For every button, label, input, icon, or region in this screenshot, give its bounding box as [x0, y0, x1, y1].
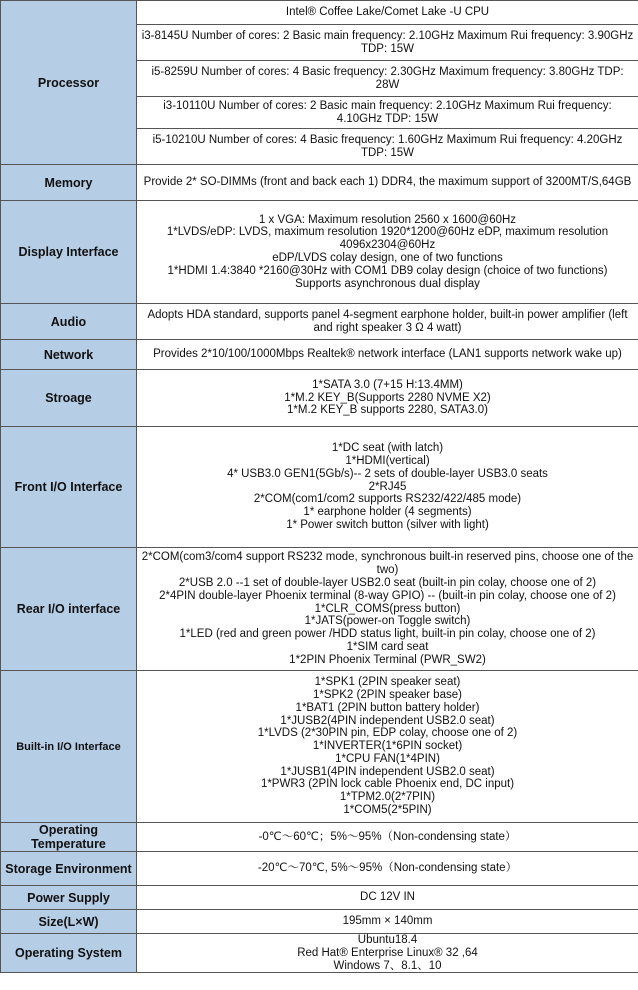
spec-row-built-in-i-o-interface — [1, 671, 638, 823]
spec-value-line: eDP/LVDS colay design, one of two functions — [272, 252, 503, 264]
spec-value-line: 1*M.2 KEY_B supports 2280, SATA3.0) — [287, 404, 488, 417]
spec-label-size-l-w: Size(L×W) — [1, 910, 137, 934]
spec-row-memory — [1, 165, 638, 201]
spec-value-line: 1*HDMI 1.4:3840 *2160@30Hz with COM1 DB9 colay design (choice of two functions) — [167, 264, 608, 277]
spec-value-processor — [137, 25, 638, 61]
spec-label-storage-environment: Storage Environment — [1, 852, 137, 886]
spec-value-line: 1*CPU FAN(1*4PIN) — [335, 752, 440, 765]
spec-value-line: 1*BAT1 (2PIN button battery holder) — [295, 701, 480, 714]
spec-label-stroage: Stroage — [1, 370, 137, 427]
spec-value-line: 2*4PIN double-layer Phoenix terminal (8-way GPIO) -- (built-in pin colay, choose one of 2) — [159, 589, 616, 602]
spec-value-line: -20℃～70℃, 5%～95%（Non-condensing state） — [257, 862, 518, 875]
spec-value-line: Adopts HDA standard, supports panel 4-segment earphone holder, built-in power amplifier (left and right speaker 3 Ω 4 watt) — [147, 308, 628, 334]
spec-value-line: Supports asynchronous dual display — [295, 277, 480, 290]
spec-row-processor — [1, 1, 638, 25]
spec-value-line: 1*LED (red and green power /HDD status light, built-in pin colay, choose one of 2) — [179, 628, 596, 641]
spec-value-line: Windows 7、8.1、10 — [333, 959, 442, 972]
spec-label-network: Network — [1, 340, 137, 370]
spec-value-line: 1*2PIN Phoenix Terminal (PWR_SW2) — [289, 653, 486, 666]
spec-row-power-supply — [1, 886, 638, 910]
spec-value-line: 1*SATA 3.0 (7+15 H:13.4MM) — [312, 378, 463, 391]
spec-value-processor — [137, 61, 638, 97]
spec-value-line: 1*JUSB1(4PIN independent USB2.0 seat) — [280, 765, 495, 778]
spec-value-line: i3-8145U Number of cores: 2 Basic main frequency: 2.10GHz Maximum Rui frequency: 3.90GHz TDP: 15W — [141, 29, 634, 55]
spec-value-line: 1* Power switch button (silver with light) — [286, 518, 489, 531]
spec-value-line: i5-10210U Number of cores: 4 Basic frequency: 1.60GHz Maximum Rui frequency: 4.20GHz TDP: 15W — [152, 133, 623, 159]
spec-label-built-in-i-o-interface: Built-in I/O Interface — [1, 671, 137, 823]
spec-value-line: 1*LVDS (2*30PIN pin, EDP colay, choose one of 2) — [257, 727, 518, 740]
spec-value-line: 2*RJ45 — [368, 480, 407, 493]
spec-value-line: -0℃～60℃；5%～95%（Non-condensing state） — [258, 830, 517, 843]
spec-value-line: 1*SPK2 (2PIN speaker base) — [313, 688, 462, 701]
spec-value-line: 195mm × 140mm — [342, 915, 433, 928]
spec-value-line: 4* USB3.0 GEN1(5Gb/s)-- 2 sets of double-layer USB3.0 seats — [227, 467, 548, 480]
spec-value-line: 1*JATS(power-on Toggle switch) — [304, 615, 471, 628]
spec-value-line: Provides 2*10/100/1000Mbps Realtek® network interface (LAN1 supports network wake up) — [153, 348, 622, 361]
spec-value-line: 1*SPK1 (2PIN speaker seat) — [314, 676, 461, 689]
spec-value-size-l-w — [137, 910, 638, 934]
spec-label-operating-system: Operating System — [1, 934, 137, 973]
spec-label-operating-temperature: Operating Temperature — [1, 823, 137, 852]
spec-row-audio — [1, 304, 638, 340]
spec-row-front-i-o-interface — [1, 427, 638, 548]
spec-value-rear-i-o-interface — [137, 548, 638, 671]
spec-value-line: Red Hat® Enterprise Linux® 32 ,64 — [297, 946, 478, 959]
spec-value-built-in-i-o-interface — [137, 671, 638, 823]
spec-value-line: 2*USB 2.0 --1 set of double-layer USB2.0 seat (built-in pin colay, choose one of 2) — [178, 577, 597, 589]
spec-value-line: 1*DC seat (with latch) — [331, 442, 444, 455]
spec-value-stroage — [137, 370, 638, 427]
spec-value-line: 2*COM(com3/com4 support RS232 mode, synchronous built-in reserved pins, choose one of the two) — [141, 551, 634, 577]
spec-value-front-i-o-interface — [137, 427, 638, 548]
spec-value-line: Ubuntu18.4 — [357, 934, 418, 946]
spec-row-stroage — [1, 370, 638, 427]
spec-value-line: Intel® Coffee Lake/Comet Lake -U CPU — [285, 6, 490, 19]
spec-value-line: 1*LVDS/eDP: LVDS, maximum resolution 1920*1200@60Hz eDP, maximum resolution 4096x2304@60Hz — [166, 226, 609, 252]
spec-value-line: 2*COM(com1/com2 supports RS232/422/485 mode) — [253, 493, 522, 506]
spec-label-power-supply: Power Supply — [1, 886, 137, 910]
spec-label-audio: Audio — [1, 304, 137, 340]
spec-value-processor — [137, 129, 638, 165]
spec-row-operating-temperature — [1, 823, 638, 852]
spec-value-line: 1* earphone holder (4 segments) — [303, 506, 472, 519]
spec-value-audio — [137, 304, 638, 340]
spec-row-storage-environment — [1, 852, 638, 886]
spec-value-line: 1*HDMI(vertical) — [345, 455, 430, 467]
spec-value-line: 1*M.2 KEY_B(Supports 2280 NVME X2) — [284, 391, 491, 404]
spec-value-network — [137, 340, 638, 370]
spec-value-line: i3-10110U Number of cores: 2 Basic main frequency: 2.10GHz Maximum Rui frequency: 4.10GHz TDP: 15W — [163, 99, 612, 125]
spec-value-line: 1*INVERTER(1*6PIN socket) — [312, 740, 463, 753]
spec-value-operating-temperature — [137, 823, 638, 852]
spec-value-line: 1*PWR3 (2PIN lock cable Phoenix end, DC input) — [260, 778, 515, 791]
spec-row-size-l-w — [1, 910, 638, 934]
spec-value-storage-environment — [137, 852, 638, 886]
spec-value-line: 1*CLR_COMS(press button) — [314, 602, 461, 615]
spec-value-processor — [137, 97, 638, 129]
spec-value-memory — [137, 165, 638, 201]
spec-label-front-i-o-interface: Front I/O Interface — [1, 427, 137, 548]
spec-label-rear-i-o-interface: Rear I/O interface — [1, 548, 137, 671]
spec-value-operating-system — [137, 934, 638, 973]
spec-value-line: Provide 2* SO-DIMMs (front and back each 1) DDR4, the maximum support of 3200MT/S,64GB — [143, 176, 632, 189]
spec-row-network — [1, 340, 638, 370]
spec-row-operating-system — [1, 934, 638, 973]
spec-label-display-interface: Display Interface — [1, 201, 137, 304]
spec-row-display-interface — [1, 201, 638, 304]
spec-value-line: DC 12V IN — [360, 891, 415, 904]
spec-value-line: 1 x VGA: Maximum resolution 2560 x 1600@60Hz — [258, 213, 517, 226]
spec-value-line: 1*JUSB2(4PIN independent USB2.0 seat) — [280, 714, 495, 727]
spec-value-processor — [137, 1, 638, 25]
spec-label-memory: Memory — [1, 165, 137, 201]
spec-value-power-supply — [137, 886, 638, 910]
spec-table-body — [1, 1, 638, 973]
spec-value-line: 1*TPM2.0(2*7PIN) — [339, 791, 436, 804]
spec-value-display-interface — [137, 201, 638, 304]
spec-value-line: 1*SIM card seat — [346, 640, 429, 653]
spec-label-processor: Processor — [1, 1, 137, 165]
spec-value-line: i5-8259U Number of cores: 4 Basic frequency: 2.30GHz Maximum frequency: 3.80GHz TDP: 28W — [151, 65, 624, 91]
spec-row-rear-i-o-interface — [1, 548, 638, 671]
spec-value-line: 1*COM5(2*5PIN) — [343, 804, 432, 817]
